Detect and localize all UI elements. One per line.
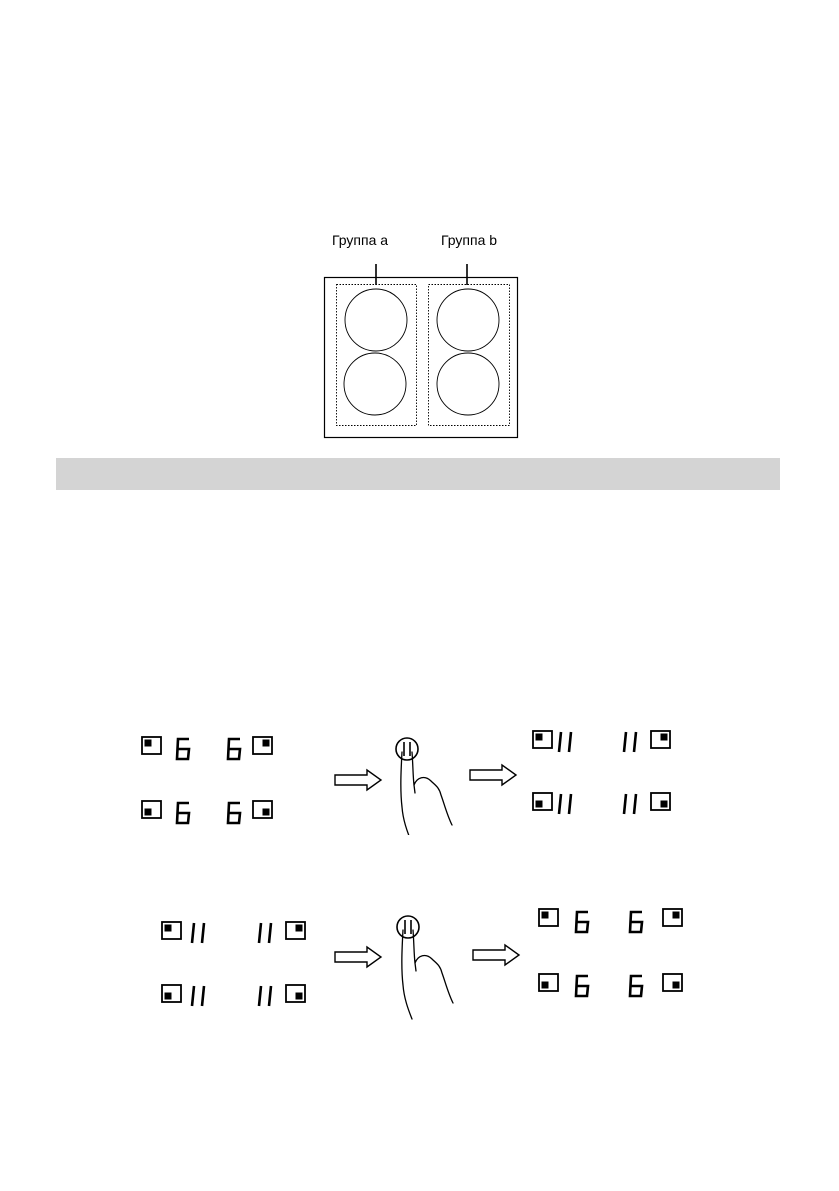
sequence-1 [130,720,700,835]
finger-press-icon [397,916,453,1019]
zone-indicator-icon [533,731,552,748]
zone-indicator-icon [539,909,558,926]
zone-indicator-icon [286,922,305,939]
arrow-right-icon [473,945,519,965]
zone-indicator-icon [142,801,161,818]
digit-6-icon [630,976,642,996]
zone-indicator-icon [539,974,558,991]
arrow-right-icon [335,947,381,967]
zone-front-right [437,353,499,415]
digit-11-icon [624,732,636,752]
digit-11-icon [259,986,271,1006]
digit-11-icon [559,794,571,814]
display-after [539,909,682,996]
hob-outline [325,278,518,438]
zone-indicator-icon [651,731,670,748]
digit-11-icon [192,923,204,943]
zone-indicator-icon [651,793,670,810]
zone-indicator-icon [142,737,161,754]
group-a-label: Группа a [332,232,389,248]
zone-indicator-icon [162,922,181,939]
display-before [142,737,272,823]
digit-11-icon [192,986,204,1006]
sequence-2 [130,895,700,1020]
zone-indicator-icon [533,793,552,810]
zone-indicator-icon [663,909,682,926]
zone-indicator-icon [253,801,272,818]
digit-11-icon [559,732,571,752]
zone-indicator-icon [253,737,272,754]
arrow-right-icon [335,770,381,790]
zone-indicator-icon [663,974,682,991]
digit-6-icon [630,912,642,932]
digit-11-icon [624,794,636,814]
digit-6-icon [177,803,189,823]
zone-indicator-icon [286,985,305,1002]
zone-indicator-icon [162,985,181,1002]
digit-6-icon [576,976,588,996]
digit-6-icon [228,739,240,759]
digit-11-icon [259,923,271,943]
hob-diagram [320,250,525,442]
group-b-label: Группа b [441,232,498,248]
zone-front-left [344,353,406,415]
zone-rear-left [345,289,407,351]
arrow-right-icon [470,765,516,785]
finger-press-icon [396,738,452,835]
digit-6-icon [576,912,588,932]
display-after [533,731,670,814]
zone-rear-right [437,289,499,351]
digit-6-icon [177,739,189,759]
digit-6-icon [228,803,240,823]
section-heading-bar [56,458,780,490]
display-before [162,922,305,1006]
